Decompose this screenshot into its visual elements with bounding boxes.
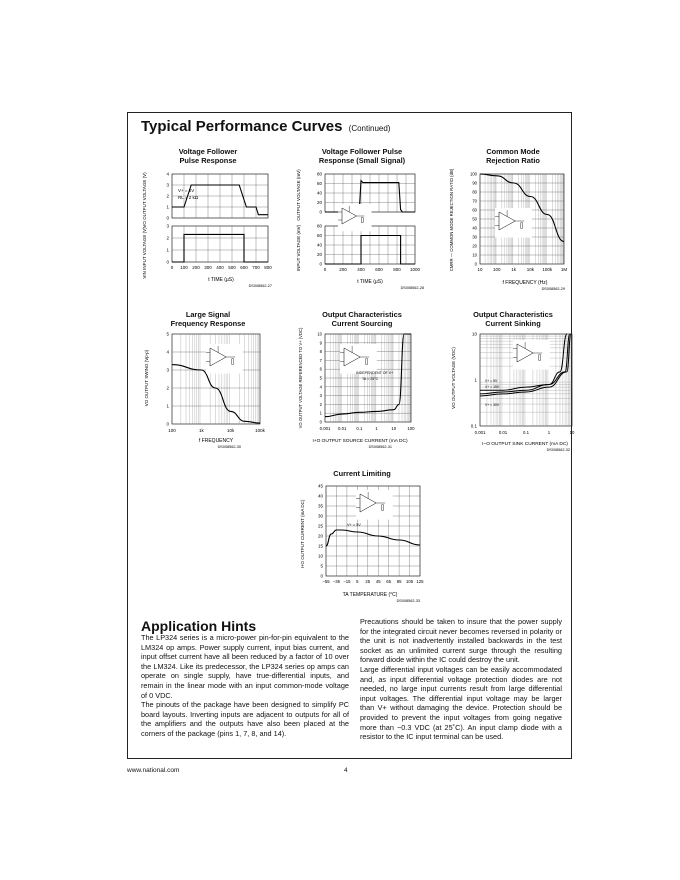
x-tick-label: 1: [547, 430, 551, 435]
x-tick-label: 600: [240, 265, 248, 270]
figure-id: DS008562-27: [248, 284, 272, 288]
y-tick-label: 20: [316, 252, 322, 257]
y-tick-label: 7: [319, 357, 322, 363]
y-tick-label: 2: [319, 401, 322, 407]
annotation-vplus: V+ = 5V: [347, 523, 361, 527]
y-axis-label-top: VO OUTPUT VOLTAGE (V): [142, 172, 147, 228]
y-tick-label: 1: [474, 377, 477, 383]
y-tick-label: 0: [166, 259, 169, 265]
x-tick-label: −35: [332, 579, 341, 584]
y-tick-label: 20: [316, 200, 322, 205]
y-tick-label: 3: [166, 223, 169, 229]
y-tick-label: 100: [470, 171, 477, 177]
chart-title-current-sourcing: Output Characteristics Current Sourcing: [322, 310, 402, 328]
x-tick-label: 10k: [227, 428, 235, 433]
y-tick-label: 2: [166, 235, 169, 241]
x-axis-label: I−O OUTPUT SINK CURRENT (mA DC): [482, 442, 568, 447]
x-axis-label: t TIME (µS): [208, 277, 234, 283]
y-tick-label: 10: [471, 331, 477, 337]
x-axis-label: TA TEMPERATURE (°C): [342, 592, 398, 598]
x-tick-label: 85: [396, 579, 402, 584]
y-tick-label: 15: [317, 543, 323, 549]
y-tick-label: 0: [319, 419, 322, 425]
x-tick-label: 400: [357, 267, 365, 272]
x-tick-label: 0: [170, 265, 174, 270]
x-tick-label: 300: [204, 265, 212, 270]
section-subtitle: (Continued): [348, 124, 391, 133]
x-tick-label: 800: [393, 267, 401, 272]
x-tick-label: 1: [375, 426, 378, 431]
y-tick-label: 40: [316, 242, 322, 248]
y-tick-label: 80: [316, 223, 322, 229]
x-tick-label: 0.1: [523, 430, 529, 435]
y-tick-label: 80: [472, 189, 477, 195]
x-tick-label: 400: [216, 265, 224, 270]
y-axis-label: VO OUTPUT VOLTAGE REFERENCED TO V+ (VDC): [298, 327, 303, 429]
y-tick-label: 20: [317, 533, 323, 539]
y-tick-label: 30: [317, 513, 323, 519]
x-tick-label: 0.001: [319, 426, 331, 431]
annotation-vplus: V+ = 5V: [178, 188, 195, 193]
application-hints-title: Application Hints: [141, 618, 257, 634]
y-tick-label: 5: [320, 563, 323, 569]
y-tick-label: 45: [317, 483, 323, 489]
page-number: 4: [344, 767, 348, 774]
x-tick-label: 200: [192, 265, 200, 270]
chart-voltage-follower-pulse: [140, 170, 280, 295]
figure-id: DS008562-28: [400, 286, 424, 290]
hints-paragraph: Precautions should be taken to insure that the power supply for the integrated circuit never becomes reversed in polarity or the unit is not inadvertently installed backwards in the test socket as an unlimited current surge through the resulting forward diode within the IC could destroy the unit.: [360, 617, 562, 665]
y-axis-label: VO OUTPUT SWING (Vp-p): [144, 349, 149, 407]
hints-paragraph: The pinouts of the package have been designed to simplify PC board layouts. Inverting inputs are adjacent to outputs for all of the amplifiers and the outputs have also been placed at the corners of the package (pins 1, 7, 8, and 14).: [141, 700, 349, 738]
figure-id: DS008562-30: [217, 445, 241, 449]
chart-title-large-signal: Large Signal Frequency Response: [170, 310, 246, 328]
chart-large-signal-frequency: [140, 330, 280, 455]
x-tick-label: 0: [323, 267, 327, 272]
y-tick-label: 1: [166, 204, 169, 210]
chart-cmrr: [445, 170, 585, 295]
y-tick-label: 40: [317, 493, 323, 499]
y-tick-label: 5: [319, 375, 322, 381]
y-tick-label: 5: [166, 331, 169, 337]
y-tick-label: 60: [316, 233, 322, 238]
y-tick-label: 0: [319, 261, 322, 267]
y-tick-label: 0: [166, 421, 169, 427]
x-tick-label: 45: [375, 579, 381, 584]
annotation-ta: TA = 25°C: [362, 377, 379, 381]
x-tick-label: 100k: [255, 428, 265, 433]
y-tick-label: 9: [319, 340, 322, 346]
x-tick-label: 100: [493, 267, 501, 272]
chart-title-current-limiting: Current Limiting: [333, 469, 391, 478]
chart-title-cmrr: Common Mode Rejection Ratio: [486, 147, 540, 165]
x-axis-label: f FREQUENCY (Hz): [502, 280, 548, 286]
annotation-15v: V+ = 15V: [485, 385, 500, 389]
x-axis-label: t TIME (µS): [357, 279, 383, 285]
y-tick-label: 80: [316, 171, 322, 177]
x-tick-label: 1M: [560, 267, 568, 272]
x-tick-label: 600: [375, 267, 383, 272]
x-tick-label: 10: [391, 426, 397, 431]
chart-small-signal-pulse: [292, 170, 432, 295]
x-tick-label: 100: [180, 265, 188, 270]
x-tick-label: 0.001: [474, 430, 486, 435]
x-tick-label: 0.1: [356, 426, 363, 431]
y-tick-label: 0: [319, 209, 322, 215]
y-tick-label: 0.1: [470, 423, 477, 429]
y-axis-label-bottom: INPUT VOLTAGE (mV): [296, 224, 301, 272]
y-tick-label: 0: [320, 573, 323, 579]
y-tick-label: 60: [316, 181, 322, 186]
x-tick-label: 200: [339, 267, 347, 272]
x-tick-label: 800: [264, 265, 272, 270]
x-tick-label: 10: [569, 430, 575, 435]
chart-title-current-sinking: Output Characteristics Current Sinking: [473, 310, 553, 328]
y-tick-label: 3: [319, 393, 322, 399]
x-tick-label: 65: [386, 579, 392, 584]
hints-paragraph: The LP324 series is a micro-power pin-for-pin equivalent to the LM324 op amps. Power supply current, input bias current, and input offset current have all been reduced by a factor of 10 over the LM324. Like its predecessor, the LP324 series op amps can operate on single supply, have true-differential inputs, and remain in the linear mode with an input common-mode voltage of 0 VDC.: [141, 633, 349, 700]
x-tick-label: 10k: [526, 267, 535, 272]
y-tick-label: 40: [472, 225, 477, 231]
x-tick-label: 105: [405, 579, 414, 584]
x-tick-label: 700: [252, 265, 260, 270]
y-tick-label: 10: [317, 331, 322, 337]
y-tick-label: 20: [472, 243, 477, 249]
y-tick-label: 2: [166, 385, 169, 391]
y-tick-label: 30: [472, 234, 477, 240]
y-tick-label: 90: [472, 180, 477, 186]
x-tick-label: 1k: [511, 267, 516, 272]
annotation-rl: RL = 2 kΩ: [178, 195, 199, 200]
x-tick-label: 0.01: [498, 430, 508, 435]
annotation-5v: V+ = 5V: [485, 379, 498, 383]
chart-title-voltage-follower: Voltage Follower Pulse Response: [178, 147, 238, 165]
x-tick-label: 25: [365, 579, 371, 584]
annotation-independent: INDEPENDENT OF V+: [356, 371, 394, 375]
y-tick-label: 50: [472, 216, 477, 222]
hints-paragraph: Large differential input voltages can be easily accommodated and, as input differential voltage protection diodes are not needed, no large input currents result from large differential input voltages. The differential input voltage may be larger than V+ without damaging the device. Protection should be provided to prevent the input voltages from going negative more than −0.3 VDC (at 25˚C). An input clamp diode with a resistor to the IC input terminal can be used.: [360, 664, 562, 742]
y-axis-label: I+O OUTPUT CURRENT (mA DC): [300, 499, 305, 569]
y-axis-label-top: OUTPUT VOLTAGE (mV): [296, 169, 301, 221]
x-tick-label: 0.01: [338, 426, 347, 431]
section-title: Typical Performance Curves (Continued): [141, 118, 391, 135]
chart-title-small-signal: Voltage Follower Pulse Response (Small Signal): [318, 147, 406, 165]
y-tick-label: 6: [319, 366, 322, 372]
x-tick-label: 1000: [409, 267, 421, 272]
y-tick-label: 10: [472, 252, 477, 258]
y-tick-label: 8: [319, 349, 322, 355]
hints-left-column: [141, 633, 349, 739]
x-tick-label: 5: [356, 579, 359, 584]
y-tick-label: 1: [319, 410, 322, 416]
y-tick-label: 10: [317, 553, 323, 559]
hints-right-column: [360, 617, 562, 742]
figure-id: DS008562-32: [546, 448, 570, 452]
y-axis-label: CMRR — COMMON MODE REJECTION RATIO (dB): [449, 168, 454, 272]
y-tick-label: 4: [166, 349, 169, 355]
x-tick-label: −55: [322, 579, 330, 584]
y-axis-label-bottom: VIN INPUT VOLTAGE (V): [142, 227, 147, 279]
x-tick-label: 1k: [198, 428, 204, 433]
y-tick-label: 0: [166, 215, 169, 221]
y-tick-label: 1: [166, 247, 169, 253]
x-tick-label: 10: [477, 267, 483, 272]
y-tick-label: 2: [166, 193, 169, 199]
figure-id: DS008562-29: [541, 287, 565, 291]
y-tick-label: 0: [474, 261, 477, 267]
figure-id: DS008562-31: [368, 445, 392, 449]
footer-url[interactable]: www.national.com: [127, 767, 180, 774]
y-tick-label: 4: [319, 384, 322, 390]
x-tick-label: 125: [416, 579, 424, 584]
y-axis-label: VO OUTPUT VOLTAGE (VDC): [451, 347, 456, 409]
y-tick-label: 3: [166, 182, 169, 188]
y-tick-label: 25: [317, 523, 323, 529]
chart-current-sourcing: [292, 327, 432, 455]
chart-current-limiting: [292, 482, 442, 607]
y-tick-label: 60: [472, 207, 477, 213]
y-tick-label: 35: [317, 503, 323, 509]
y-tick-label: 70: [472, 198, 477, 204]
y-tick-label: 40: [316, 190, 322, 196]
x-tick-label: 100k: [542, 267, 553, 272]
annotation-30v: V+ = 30V: [485, 403, 500, 407]
current-limit-curve: [326, 530, 420, 546]
y-tick-label: 4: [166, 171, 169, 177]
y-tick-label: 1: [166, 403, 169, 409]
chart-current-sinking: [445, 330, 585, 455]
x-tick-label: 100: [407, 426, 415, 431]
y-tick-label: 3: [166, 367, 169, 373]
x-tick-label: 500: [228, 265, 236, 270]
x-axis-label: I+O OUTPUT SOURCE CURRENT (mA DC): [312, 439, 408, 444]
x-tick-label: 100: [168, 428, 176, 433]
x-axis-label: f FREQUENCY: [198, 438, 234, 444]
figure-id: DS008562-33: [396, 599, 420, 603]
x-tick-label: −15: [343, 579, 351, 584]
